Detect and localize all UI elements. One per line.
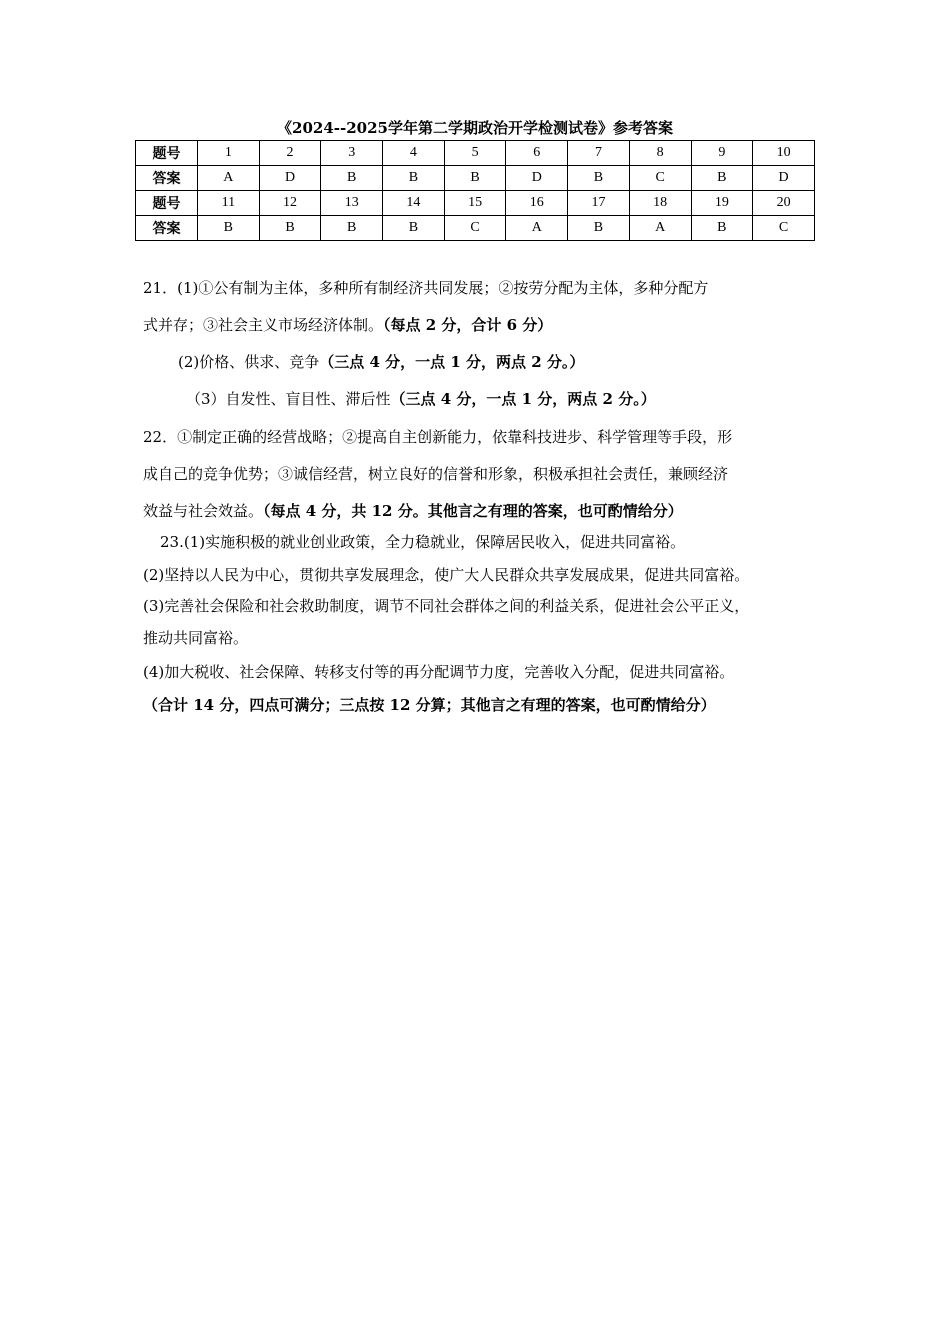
q23-line-5: (4)加大税收、社会保障、转移支付等的再分配调节力度，完善收入分配，促进共同富裕。 (143, 663, 735, 681)
table-row (136, 141, 815, 166)
question-number-cell: 11 (198, 191, 260, 216)
q21-2-answer-text: (2)价格、供求、竞争 (178, 353, 320, 371)
answer-cell: A (506, 216, 568, 241)
table-row (136, 191, 815, 216)
q21-3-answer-text: （3）自发性、盲目性、滞后性 (186, 390, 391, 408)
question-number-cell: 15 (444, 191, 506, 216)
answer-cell: B (383, 166, 445, 191)
question-number-cell: 1 (198, 141, 260, 166)
row-label-answer: 答案 (136, 216, 198, 241)
answer-cell: A (198, 166, 260, 191)
q21-scoring-note: （每点 2 分，合计 6 分） (383, 316, 553, 334)
answer-cell: D (753, 166, 815, 191)
question-number-cell: 17 (568, 191, 630, 216)
question-number-cell: 2 (259, 141, 321, 166)
answer-cell: B (321, 216, 383, 241)
q23-line-4: 推动共同富裕。 (143, 629, 249, 647)
answer-cell: B (691, 166, 753, 191)
table-row (136, 216, 815, 241)
q21-2-scoring-note: （三点 4 分，一点 1 分，两点 2 分。） (319, 353, 585, 371)
q21-line-3 (178, 352, 584, 372)
answer-cell: B (691, 216, 753, 241)
document-title: 《2024--2025学年第二学期政治开学检测试卷》参考答案 (277, 119, 673, 137)
question-number-cell: 7 (568, 141, 630, 166)
question-number-cell: 14 (383, 191, 445, 216)
row-label-number: 题号 (136, 191, 198, 216)
answer-cell: B (383, 216, 445, 241)
question-number-cell: 6 (506, 141, 568, 166)
answer-cell: B (198, 216, 260, 241)
question-number-cell: 3 (321, 141, 383, 166)
q21-line-4 (186, 389, 656, 409)
answer-cell: B (444, 166, 506, 191)
q22-answer-text: 效益与社会效益。 (143, 502, 264, 520)
answer-cell: C (753, 216, 815, 241)
question-number-cell: 9 (691, 141, 753, 166)
question-number-cell: 13 (321, 191, 383, 216)
question-number-cell: 4 (383, 141, 445, 166)
q23-line-2: (2)坚持以人民为中心，贯彻共享发展理念，使广大人民群众共享发展成果，促进共同富裕。 (143, 566, 750, 584)
question-number-cell: 18 (629, 191, 691, 216)
answer-cell: B (259, 216, 321, 241)
answer-cell: B (568, 216, 630, 241)
question-number-cell: 19 (691, 191, 753, 216)
question-number-cell: 10 (753, 141, 815, 166)
row-label-number: 题号 (136, 141, 198, 166)
q22-scoring-note: （每点 4 分，共 12 分。其他言之有理的答案，也可酌情给分） (263, 502, 683, 520)
answer-cell: D (259, 166, 321, 191)
question-number-cell: 16 (506, 191, 568, 216)
answer-cell: C (444, 216, 506, 241)
q22-line-1: 22．①制定正确的经营战略；②提高自主创新能力，依靠科技进步、科学管理等手段，形 (143, 428, 733, 446)
table-row (136, 166, 815, 191)
answer-table (135, 140, 815, 241)
answer-cell: B (568, 166, 630, 191)
q21-line-1: 21．(1)①公有制为主体，多种所有制经济共同发展；②按劳分配为主体，多种分配方 (143, 279, 709, 297)
q23-line-1: 23.(1)实施积极的就业创业政策，全力稳就业，保障居民收入，促进共同富裕。 (160, 533, 686, 551)
q21-3-scoring-note: （三点 4 分，一点 1 分，两点 2 分。） (390, 390, 656, 408)
answer-cell: A (629, 216, 691, 241)
q21-answer-text: 式并存；③社会主义市场经济体制。 (143, 316, 384, 334)
question-number-cell: 5 (444, 141, 506, 166)
answer-cell: C (629, 166, 691, 191)
question-number-cell: 12 (259, 191, 321, 216)
q23-line-3: (3)完善社会保险和社会救助制度，调节不同社会群体之间的利益关系，促进社会公平正义， (143, 597, 750, 615)
question-number-cell: 8 (629, 141, 691, 166)
q23-scoring-note: （合计 14 分，四点可满分；三点按 12 分算；其他言之有理的答案，也可酌情给分） (143, 696, 716, 714)
answer-cell: B (321, 166, 383, 191)
question-number-cell: 20 (753, 191, 815, 216)
q22-line-2: 成自己的竞争优势；③诚信经营，树立良好的信誉和形象，积极承担社会责任，兼顾经济 (143, 465, 729, 483)
q21-line-2 (143, 315, 552, 335)
answer-cell: D (506, 166, 568, 191)
row-label-answer: 答案 (136, 166, 198, 191)
q22-line-3 (143, 501, 683, 521)
